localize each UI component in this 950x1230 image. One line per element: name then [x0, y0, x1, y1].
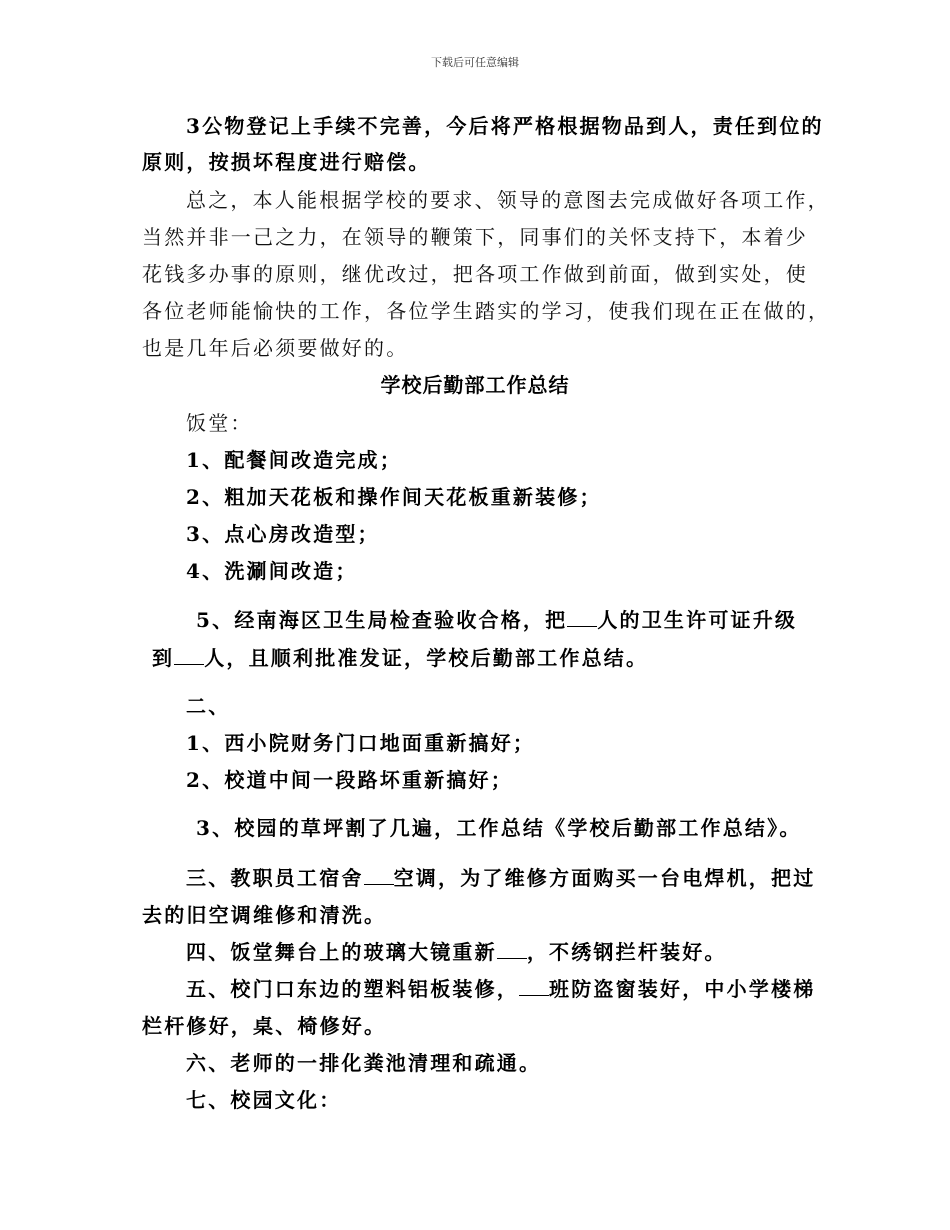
paragraph-2-line-3: 花钱多办事的原则，继优改过，把各项工作做到前面，做到实处，使 [142, 262, 808, 286]
blank-underline [497, 940, 527, 959]
page-header: 下载后可任意编辑 [431, 56, 519, 69]
blank-underline [519, 977, 549, 996]
part-2-item-1: 1、西小院财务门口地面重新搞好； [186, 731, 536, 755]
part-3-line-2: 去的旧空调维修和清洗。 [142, 903, 387, 927]
part-7-line: 七、校园文化： [186, 1088, 342, 1112]
part-5-text-b: 班防盗窗装好，中小学楼梯 [549, 977, 816, 1001]
part-6-line: 六、老师的一排化粪池清理和疏通。 [186, 1051, 542, 1075]
canteen-item-1: 1、配餐间改造完成； [186, 448, 402, 472]
canteen-item-5-text-a: 5、经南海区卫生局检查验收合格，把 [196, 608, 568, 632]
paragraph-1-line-2: 原则，按损坏程度进行赔偿。 [142, 150, 431, 174]
canteen-item-5-text-b: 人的卫生许可证升级 [597, 608, 798, 632]
paragraph-2-line-2: 当然并非一己之力，在领导的鞭策下，同事们的关怀支持下，本着少 [142, 225, 808, 249]
part-5-line-1 [186, 977, 815, 1001]
canteen-item-5-text-c: 到 [152, 646, 175, 670]
section-title: 学校后勤部工作总结 [380, 373, 570, 397]
part-4-text-b: ，不绣钢拦杆装好。 [526, 940, 727, 964]
canteen-item-5-line-2 [152, 646, 648, 670]
paragraph-2-line-5: 也是几年后必须要做好的。 [142, 336, 409, 360]
part-2-item-3: 3、校园的草坪割了几遍，工作总结《学校后勤部工作总结》。 [196, 816, 802, 840]
canteen-item-5-text-d: 人，且顺利批准发证，学校后勤部工作总结。 [204, 646, 649, 670]
paragraph-2-line-4: 各位老师能愉快的工作，各位学生踏实的学习，使我们现在正在做的， [142, 299, 831, 323]
canteen-item-5-line-1 [196, 608, 797, 632]
part-4-text-a: 四、饭堂舞台上的玻璃大镜重新 [186, 940, 497, 964]
canteen-item-2: 2、粗加天花板和操作间天花板重新装修； [186, 485, 602, 509]
paragraph-1-line-1: 3公物登记上手续不完善，今后将严格根据物品到人，责任到位的 [186, 114, 824, 138]
canteen-heading: 饭堂： [186, 411, 253, 435]
canteen-item-3: 3、点心房改造型； [186, 522, 380, 546]
part-2-heading: 二、 [186, 694, 231, 718]
blank-underline [364, 866, 394, 885]
part-3-text-b: 空调，为了维修方面购买一台电焊机，把过 [393, 866, 816, 890]
part-5-line-2: 栏杆修好，桌、椅修好。 [142, 1014, 387, 1038]
part-3-line-1 [186, 866, 815, 890]
blank-underline [567, 608, 597, 627]
part-2-item-2: 2、校道中间一段路坏重新搞好； [186, 768, 513, 792]
paragraph-2-line-1: 总之，本人能根据学校的要求、领导的意图去完成做好各项工作， [186, 188, 830, 212]
canteen-item-4: 4、洗涮间改造； [186, 559, 358, 583]
part-5-text-a: 五、校门口东边的塑料铝板装修， [186, 977, 519, 1001]
part-4-line [186, 940, 727, 964]
blank-underline [174, 646, 204, 665]
part-3-text-a: 三、教职员工宿舍 [186, 866, 364, 890]
